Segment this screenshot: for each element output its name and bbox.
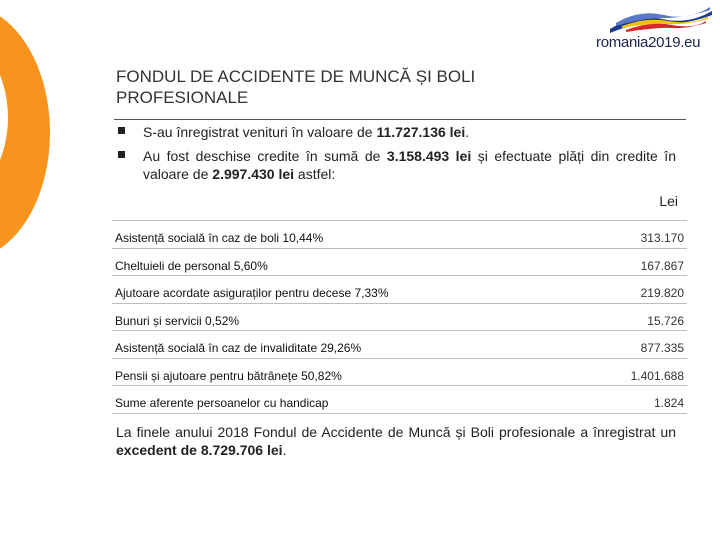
row-value: 15.726 <box>647 313 684 328</box>
row-label: Ajutoare acordate asiguraților pentru decese 7,33% <box>115 286 389 300</box>
row-value: 219.820 <box>640 286 684 300</box>
bullet-list <box>116 123 676 189</box>
row-label: Asistență socială în caz de boli 10,44% <box>115 231 324 245</box>
table-row <box>112 359 687 387</box>
slide-title: FONDUL DE ACCIDENTE DE MUNCĂ ȘI BOLI PROFESIONALE <box>116 67 476 107</box>
row-label: Cheltuieli de personal 5,60% <box>115 258 268 273</box>
table-row <box>112 249 687 277</box>
row-value: 877.335 <box>640 341 684 355</box>
closing-text: La finele anului 2018 Fondul de Accidente de Muncă și Boli profesionale a înregistrat un <box>116 424 676 440</box>
row-label: Sume aferente persoanelor cu handicap <box>115 396 329 410</box>
romania2019-logo <box>596 5 720 55</box>
flag-wave-icon <box>606 5 716 35</box>
closing-paragraph <box>116 423 676 459</box>
surplus-amount: excedent de 8.729.706 lei <box>116 442 283 458</box>
bullet-revenues <box>116 123 676 141</box>
revenue-amount: 11.727.136 lei <box>376 124 466 140</box>
row-label: Bunuri și servicii 0,52% <box>115 313 240 328</box>
row-value: 167.867 <box>640 258 684 273</box>
table-row <box>112 304 687 332</box>
bullet-text: . <box>465 124 470 140</box>
bullet-text: astfel: <box>294 166 336 182</box>
logo-text: romania2019.eu <box>596 34 701 51</box>
decorative-orange-shape <box>0 5 50 260</box>
bullet-text: Au fost deschise credite în sumă de <box>143 148 387 164</box>
closing-text: . <box>282 442 287 458</box>
bullet-credits <box>116 147 676 183</box>
bullet-text: S-au înregistrat venituri în valoare de <box>143 124 377 140</box>
payments-amount: 2.997.430 lei <box>212 166 295 182</box>
table-row <box>112 276 687 304</box>
row-label: Asistență socială în caz de invaliditate 29,26% <box>115 341 362 355</box>
table-row <box>112 221 687 249</box>
row-value: 1.824 <box>653 396 684 410</box>
table-row <box>112 331 687 359</box>
row-value: 313.170 <box>640 231 684 245</box>
currency-unit: Lei <box>659 193 678 209</box>
expenses-table <box>112 220 687 414</box>
table-row <box>112 386 687 414</box>
credits-amount: 3.158.493 lei <box>386 148 472 164</box>
row-value: 1.401.688 <box>630 368 684 383</box>
title-divider <box>114 119 686 120</box>
bullet-text: și efectuate plăți din credite în valoare de <box>143 148 676 182</box>
row-label: Pensii și ajutoare pentru bătrânețe 50,82% <box>115 368 342 383</box>
